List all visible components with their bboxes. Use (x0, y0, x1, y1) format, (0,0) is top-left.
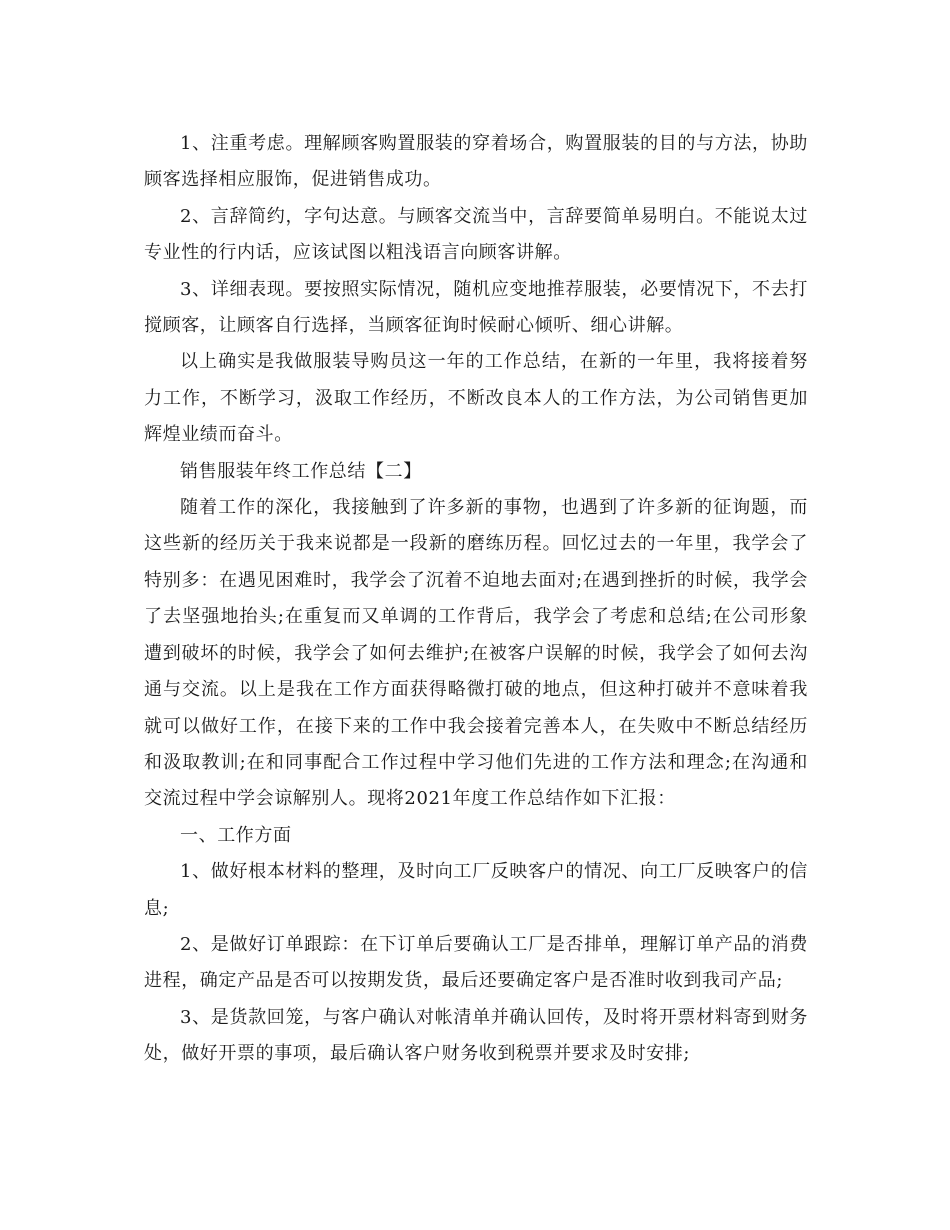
paragraph-conclusion: 以上确实是我做服装导购员这一年的工作总结，在新的一年里，我将接着努力工作，不断学习，汲取工作经历，不断改良本人的工作方法，为公司销售更加辉煌业绩而奋斗。 (144, 351, 808, 446)
subsection-heading: 一、工作方面 (180, 824, 292, 846)
paragraph-work-1: 1、做好根本材料的整理，及时向工厂反映客户的情况、向工厂反映客户的信息; (144, 861, 808, 919)
paragraph-point-2: 2、言辞简约，字句达意。与顾客交流当中，言辞要简单易明白。不能说太过专业性的行内话，应该试图以粗浅语言向顾客讲解。 (144, 205, 808, 264)
paragraph-point-3: 3、详细表现。要按照实际情况，随机应变地推荐服装，必要情况下，不去打搅顾客，让顾客自行选择，当顾客征询时候耐心倾听、细心讲解。 (144, 278, 808, 337)
paragraph-work-2: 2、是做好订单跟踪：在下订单后要确认工厂是否排单，理解订单产品的消费进程，确定产品是否可以按期发货，最后还要确定客户是否准时收到我司产品; (144, 933, 808, 992)
section-heading: 销售服装年终工作总结【二】 (180, 460, 422, 482)
paragraph-point-1: 1、注重考虑。理解顾客购置服装的穿着场合，购置服装的目的与方法，协助顾客选择相应服饰，促进销售成功。 (144, 133, 808, 191)
paragraph-intro: 随着工作的深化，我接触到了许多新的事物，也遇到了许多新的征询题，而这些新的经历关于我来说都是一段新的磨练历程。回忆过去的一年里，我学会了特别多：在遇见困难时，我学会了沉着不迫地去面对;在遇到挫折的时候，我学会了去坚强地抬头;在重复而又单调的工作背后，我学会了考虑和总结;在公司形象遭到破坏的时候，我学会了如何去维护;在被客户误解的时候，我学会了如何去沟通与交流。以上是我在工作方面获得略微打破的地点，但这种打破并不意味着我就可以做好工作，在接下来的工作中我会接着完善本人，在失败中不断总结经历和汲取教训;在和同事配合工作过程中学习他们先进的工作方法和理念;在沟通和交流过程中学会谅解别人。现将2021年度工作总结作如下汇报： (144, 497, 808, 810)
document-body (144, 126, 808, 1073)
paragraph-work-3: 3、是货款回笼，与客户确认对帐清单并确认回传，及时将开票材料寄到财务处，做好开票的事项，最后确认客户财务收到税票并要求及时安排; (144, 1006, 808, 1065)
